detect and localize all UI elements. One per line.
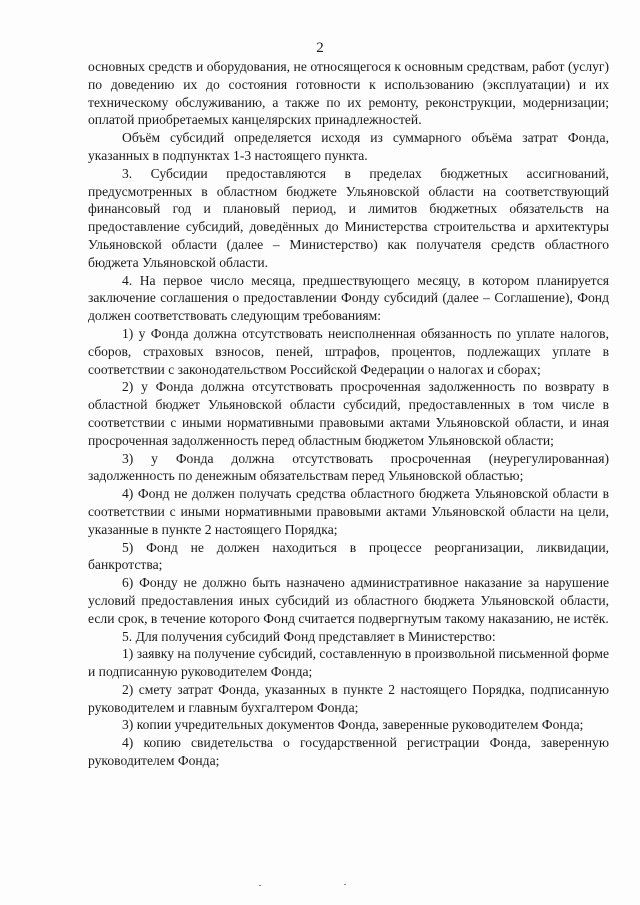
paragraph: 3) у Фонда должна отсутствовать просроченная (неурегулированная) задолженность по денежным обязательствам перед Ульяновской областью; bbox=[88, 450, 609, 484]
paragraph: 1) у Фонда должна отсутствовать неисполненная обязанность по уплате налогов, сборов, страховых взносов, пеней, штрафов, процентов, подлежащих уплате в соответствии с законодательством Российской Федерации о налогах и сборах; bbox=[88, 325, 609, 377]
paragraph: основных средств и оборудования, не относящегося к основным средствам, работ (услуг) по доведению их до состояния готовности к использованию (эксплуатации) и их техническому обслуживанию, а также по их ремонту, реконструкции, модернизации; оплатой приобретаемых канцелярских принадлежностей. bbox=[88, 59, 609, 128]
paragraph: 3) копии учредительных документов Фонда, заверенные руководителем Фонда; bbox=[122, 717, 584, 733]
scan-speck bbox=[344, 884, 346, 885]
paragraph: 5) Фонд не должен находиться в процессе реорганизации, ликвидации, банкротства; bbox=[88, 539, 609, 573]
paragraph: 6) Фонду не должно быть назначено административное наказание за нарушение условий предоставления иных субсидий из областного бюджета Ульяновской области, если срок, в течение которого Фонд считается подвергнутым такому наказанию, не истёк. bbox=[88, 575, 609, 626]
page-number: 2 bbox=[316, 40, 324, 56]
paragraph: 4. На первое число месяца, предшествующего месяцу, в котором планируется заключение соглашения о предоставлении Фонду субсидий (далее – Соглашение), Фонд должен соответствовать следующим требованиям: bbox=[88, 272, 609, 324]
paragraph: 2) у Фонда должна отсутствовать просроченная задолженность по возврату в областной бюджет Ульяновской области субсидий, предоставленных в том числе в соответствии с иными нормативными правовыми актами Ульяновской области, и иная просроченная задолженность перед областным бюджетом Ульяновской области; bbox=[88, 379, 609, 448]
paragraph: Объём субсидий определяется исходя из суммарного объёма затрат Фонда, указанных в подпунктах 1-3 настоящего пункта. bbox=[88, 130, 609, 163]
scan-speck bbox=[259, 885, 261, 886]
document-body bbox=[88, 58, 609, 770]
paragraph: 3. Субсидии предоставляются в пределах бюджетных ассигнований, предусмотренных в областном бюджете Ульяновской области на соответствующий финансовый год и плановый период, и лимитов бюджетных обязательств на предоставление субсидий, доведённых до Министерства строительства и архитектуры Ульяновской области (далее – Министерство) как получателя средств областного бюджета Ульяновской области. bbox=[88, 165, 609, 270]
paragraph: 4) копию свидетельства о государственной регистрации Фонда, заверенную руководителем Фонда; bbox=[88, 735, 609, 769]
paragraph: 2) смету затрат Фонда, указанных в пункте 2 настоящего Порядка, подписанную руководителем и главным бухгалтером Фонда; bbox=[88, 681, 609, 715]
paragraph: 1) заявку на получение субсидий, составленную в произвольной письменной форме и подписанную руководителем Фонда; bbox=[88, 646, 609, 680]
paragraph: 5. Для получения субсидий Фонд представляет в Министерство: bbox=[122, 628, 496, 644]
paragraph: 4) Фонд не должен получать средства областного бюджета Ульяновской области в соответствии с иными нормативными правовыми актами Ульяновской области на цели, указанные в пункте 2 настоящего Порядка; bbox=[88, 486, 609, 537]
